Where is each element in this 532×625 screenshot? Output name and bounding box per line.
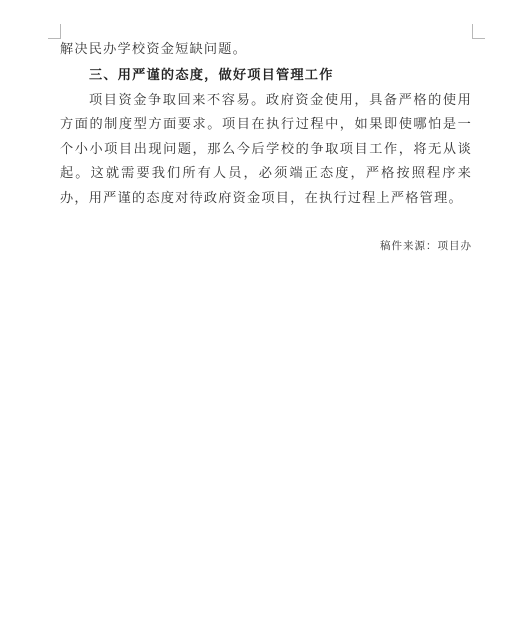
paragraph-continuation: 解决民办学校资金短缺问题。: [60, 42, 248, 57]
body-paragraph: 项目资金争取回来不容易。政府资金使用，具备严格的使用方面的制度型方面要求。项目在执行过程中，如果即使哪怕是一个小小项目出现问题，那么今后学校的争取项目工作，将无从谈起。这就需要我们所有人员，必须端正态度，严格按照程序来办，用严谨的态度对待政府资金项目，在执行过程上严格管理。: [60, 92, 472, 206]
source-attribution: 稿件来源：项目办: [380, 240, 472, 252]
document-body: [60, 38, 472, 212]
crop-mark-top-right: [472, 24, 485, 39]
section-heading: 三、用严谨的态度，做好项目管理工作: [89, 67, 334, 83]
crop-mark-top-left: [48, 24, 61, 39]
